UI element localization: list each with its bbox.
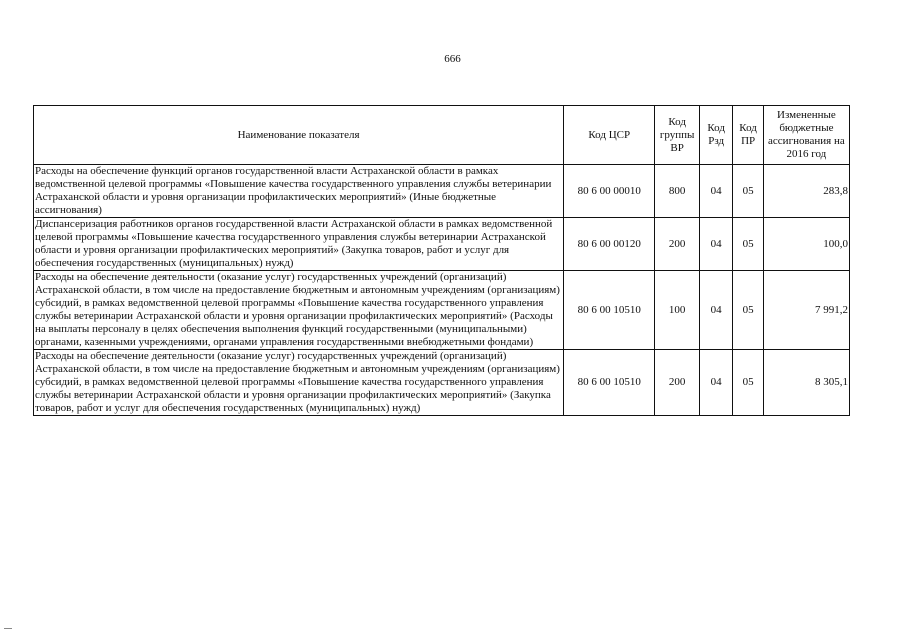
table-row xyxy=(34,165,850,218)
row-name: Диспансеризация работников органов государственной власти Астраханской области в рамках ведомственной целевой программы «Повышение качества государственного управления службы ветеринарии Астраханской области и уровня организации профилактических мероприятий» (Закупка товаров, работ и услуг для обеспечения государственных (муниципальных) нужд) xyxy=(34,218,564,271)
header-name: Наименование показателя xyxy=(34,106,564,165)
row-vr: 800 xyxy=(655,165,700,218)
row-name: Расходы на обеспечение функций органов государственной власти Астраханской области в рамках ведомственной целевой программы «Повышение качества государственного управления службы ветеринарии Астраханской области и уровня организации профилактических мероприятий» (Иные бюджетные ассигнования) xyxy=(34,165,564,218)
row-csr: 80 6 00 10510 xyxy=(564,271,655,350)
table-header-row xyxy=(34,106,850,165)
row-name: Расходы на обеспечение деятельности (оказание услуг) государственных учреждений (организаций) Астраханской области, в том числе на предоставление бюджетным и автономным учреждениям (организациям) субсидий, в рамках ведомственной целевой программы «Повышение качества государственного управления службы ветеринарии Астраханской области и уровня организации профилактических мероприятий» (Закупка товаров, работ и услуг для обеспечения государственных (муниципальных) нужд) xyxy=(34,350,564,416)
header-vr: Код группы ВР xyxy=(655,106,700,165)
row-csr: 80 6 00 00120 xyxy=(564,218,655,271)
header-csr: Код ЦСР xyxy=(564,106,655,165)
row-rzd: 04 xyxy=(699,271,732,350)
row-csr: 80 6 00 10510 xyxy=(564,350,655,416)
row-pr: 05 xyxy=(733,165,763,218)
row-pr: 05 xyxy=(733,218,763,271)
row-rzd: 04 xyxy=(699,165,732,218)
table-row xyxy=(34,350,850,416)
header-pr: Код ПР xyxy=(733,106,763,165)
row-vr: 100 xyxy=(655,271,700,350)
row-vr: 200 xyxy=(655,350,700,416)
page-number: 666 xyxy=(444,53,461,65)
header-rzd: Код Рзд xyxy=(699,106,732,165)
row-rzd: 04 xyxy=(699,218,732,271)
table-row xyxy=(34,218,850,271)
row-amount: 8 305,1 xyxy=(763,350,849,416)
row-amount: 100,0 xyxy=(763,218,849,271)
row-pr: 05 xyxy=(733,350,763,416)
header-amount: Измененные бюджетные ассигнования на 2016 год xyxy=(763,106,849,165)
budget-table xyxy=(33,105,850,416)
row-name: Расходы на обеспечение деятельности (оказание услуг) государственных учреждений (организаций) Астраханской области, в том числе на предоставление бюджетным и автономным учреждениям (организациям) субсидий, в рамках ведомственной целевой программы «Повышение качества государственного управления службы ветеринарии Астраханской области и уровня организации профилактических мероприятий» (Расходы на выплаты персоналу в целях обеспечения выполнения функций государственными (муниципальными) органами, казенными учреждениями, органами управления государственными внебюджетными фондами) xyxy=(34,271,564,350)
row-amount: 283,8 xyxy=(763,165,849,218)
scan-mark xyxy=(4,628,12,629)
table-row xyxy=(34,271,850,350)
row-csr: 80 6 00 00010 xyxy=(564,165,655,218)
row-vr: 200 xyxy=(655,218,700,271)
row-rzd: 04 xyxy=(699,350,732,416)
row-pr: 05 xyxy=(733,271,763,350)
row-amount: 7 991,2 xyxy=(763,271,849,350)
